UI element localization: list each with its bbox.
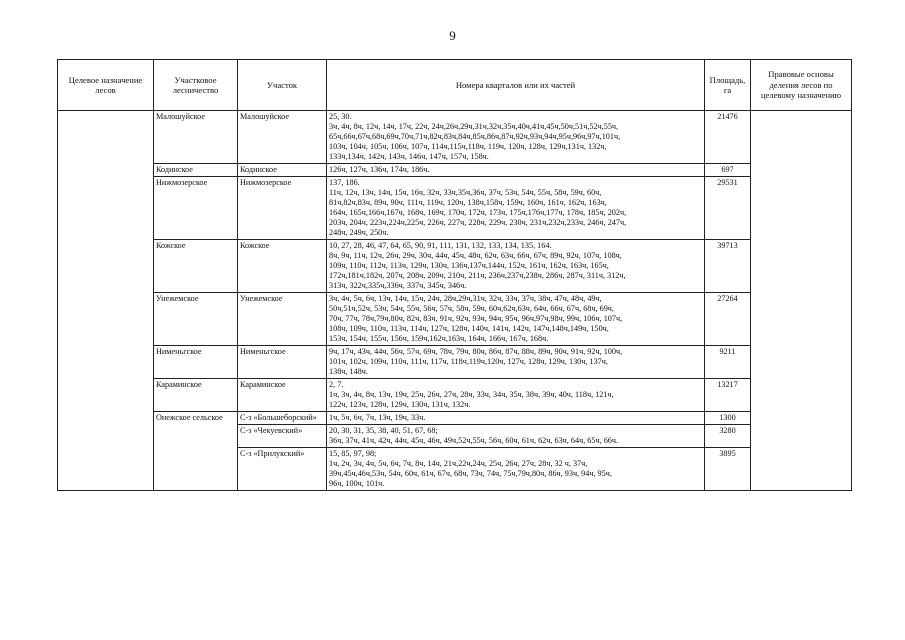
section-cell: С-з «Чекуевский» [238,425,327,448]
table-row [58,111,852,164]
quarters-line: 3ч, 4ч, 5ч, 6ч, 13ч, 14ч, 15ч, 24ч, 28ч,29ч,31ч, 32ч, 33ч, 37ч, 38ч, 47ч, 48ч, 49ч, [329,294,602,304]
table-row [58,177,852,240]
section-cell: Нижмозерское [238,177,327,240]
table-row [58,240,852,293]
quarters-line: 2, 7. [329,380,344,390]
forest-division-table [57,59,852,491]
forestry-cell: Кожское [154,240,238,293]
table-body [58,111,852,491]
quarters-line: 164ч, 165ч,166ч,167ч, 168ч, 169ч, 170ч, 172ч, 173ч, 175ч,176ч,177ч, 178ч, 185ч, 202ч, [329,208,627,218]
quarters-line: 70ч, 77ч, 78ч,79ч,80ч, 82ч, 83ч, 91ч, 92ч, 93ч, 94ч, 95ч, 96ч,97ч,98ч, 99ч, 106ч, 107ч, [329,314,623,324]
area-cell: 29531 [705,177,751,240]
quarters-line: 20, 30, 31, 35, 38, 40, 51, 67, 68; [329,426,438,436]
quarters-line: 137, 186. [329,178,360,188]
area-cell: 3895 [705,448,751,491]
header-area: Площадь, га [705,60,751,111]
quarters-line: 96ч, 100ч, 101ч. [329,479,385,489]
section-cell: Унежемское [238,293,327,346]
forestry-cell: Нижмозерское [154,177,238,240]
header-section: Участок [238,60,327,111]
area-cell: 697 [705,164,751,177]
area-cell: 13217 [705,379,751,412]
table-row [58,412,852,425]
forestry-cell: Малошуйское [154,111,238,164]
quarters-line: 153ч, 154ч, 155ч, 156ч, 159ч,162ч,163ч, 164ч, 166ч, 167ч, 168ч. [329,334,549,344]
table-header-row [58,60,852,111]
quarters-line: 133ч,134ч, 142ч, 143ч, 146ч, 147ч, 157ч, 158ч. [329,152,489,161]
quarters-line: 313ч, 322ч,335ч,336ч, 337ч, 345ч, 346ч. [329,281,467,291]
forestry-cell: Караминское [154,379,238,412]
section-cell: С-з «Прилукский» [238,448,327,491]
forestry-cell: Онежское сельское [154,412,238,491]
header-forestry: Участковое лесничество [154,60,238,111]
section-cell: Нименьгское [238,346,327,379]
quarters-line: 3ч, 4ч, 8ч, 12ч, 14ч, 17ч, 22ч, 24ч,26ч,29ч,31ч,32ч,35ч,40ч,41ч,45ч,50ч,51ч,52ч,55ч, [329,122,619,131]
forestry-cell: Кодинское [154,164,238,177]
table-row [58,379,852,412]
purpose-cell [58,111,154,491]
quarters-line: 138ч, 148ч. [329,367,368,377]
quarters-line: 39ч,45ч,46ч,53ч, 54ч, 60ч, 61ч, 67ч, 68ч, 73ч, 74ч, 75ч,79ч,80ч, 86ч, 93ч, 94ч, 95ч, [329,469,612,479]
table-row [58,346,852,379]
section-cell: С-з «Большеборский» [238,412,327,425]
quarters-line: 1ч, 3ч, 4ч, 8ч, 13ч, 19ч, 25ч, 26ч, 27ч, 28ч, 33ч, 34ч, 35ч, 38ч, 39ч, 40ч, 118ч, 121ч, [329,390,614,400]
section-cell: Кожское [238,240,327,293]
area-cell: 21476 [705,111,751,164]
quarters-cell [327,448,705,491]
legal-basis-cell [751,111,852,491]
header-purpose: Целевое назначение лесов [58,60,154,111]
forestry-cell: Унежемское [154,293,238,346]
quarters-line: 122ч, 123ч, 128ч, 129ч, 130ч, 131ч, 132ч. [329,400,471,410]
quarters-line: 25, 30. [329,112,352,121]
header-quarters: Номера кварталов или их частей [327,60,705,111]
quarters-line: 11ч, 12ч, 13ч, 14ч, 15ч, 16ч, 32ч, 33ч,35ч,36ч, 37ч, 53ч, 54ч, 55ч, 58ч, 59ч, 60ч, [329,188,602,198]
quarters-line: 15, 85, 97, 98; [329,449,377,459]
quarters-cell [327,379,705,412]
quarters-line: 8ч, 9ч, 11ч, 12ч, 26ч, 29ч, 30ч, 44ч, 45ч, 48ч, 62ч, 63ч, 66ч, 67ч, 89ч, 92ч, 107ч, 108ч, [329,251,622,261]
quarters-cell [327,177,705,240]
quarters-line: 50ч,51ч,52ч, 53ч, 54ч, 55ч, 56ч, 57ч, 58ч, 59ч, 60ч,62ч,63ч, 64ч, 66ч, 67ч, 68ч, 69ч, [329,304,614,314]
area-cell: 39713 [705,240,751,293]
quarters-line: 248ч, 249ч, 250ч. [329,228,389,238]
quarters-cell [327,346,705,379]
quarters-cell [327,164,705,177]
section-cell: Малошуйское [238,111,327,164]
header-legal: Правовые основы деления лесов по целевому назначению [751,60,852,111]
quarters-line: 103ч, 104ч, 105ч, 106ч, 107ч, 114ч,115ч,118ч, 119ч, 120ч, 128ч, 129ч,131ч, 132ч, [329,142,607,151]
quarters-cell [327,111,705,164]
area-cell: 3280 [705,425,751,448]
quarters-cell [327,425,705,448]
quarters-line: 101ч, 102ч, 109ч, 110ч, 111ч, 117ч, 118ч,119ч,120ч, 127ч, 128ч, 129ч, 130ч, 137ч, [329,357,608,367]
quarters-line: 81ч,82ч,83ч, 89ч, 90ч, 111ч, 119ч, 120ч, 138ч,158ч, 159ч, 160ч, 161ч, 162ч, 163ч, [329,198,607,208]
quarters-line: 36ч, 37ч, 41ч, 42ч, 44ч, 45ч, 46ч, 49ч,52ч,55ч, 56ч, 60ч, 61ч, 62ч, 63ч, 64ч, 65ч, 66ч. [329,436,619,446]
quarters-line: 203ч, 204ч, 223ч,224ч,225ч, 226ч, 227ч, 228ч, 229ч, 230ч, 231ч,232ч,233ч, 246ч, 247ч, [329,218,627,228]
quarters-line: 109ч, 110ч, 112ч, 113ч, 129ч, 130ч, 136ч,137ч,144ч, 152ч, 161ч, 162ч, 163ч, 165ч, [329,261,609,271]
quarters-cell [327,412,705,425]
quarters-line: 172ч,181ч,182ч, 207ч, 208ч, 209ч, 210ч, 211ч, 236ч,237ч,238ч, 286ч, 287ч, 311ч, 312ч, [329,271,626,281]
table-row [58,164,852,177]
quarters-line: 126ч, 127ч, 136ч, 174ч, 186ч. [329,165,430,174]
forestry-cell: Нименьгское [154,346,238,379]
table-row [58,293,852,346]
quarters-line: 65ч,66ч,67ч,68ч,69ч,70ч,71ч,82ч,83ч,84ч,85ч,86ч,87ч,92ч,93ч,94ч,95ч,96ч,97ч,101ч, [329,132,621,141]
quarters-line: 1ч, 5ч, 6ч, 7ч, 13ч, 19ч, 33ч. [329,413,426,423]
quarters-line: 10, 27, 28, 46, 47, 64, 65, 90, 91, 111, 131, 132, 133, 134, 135, 164. [329,241,552,251]
quarters-line: 1ч, 2ч, 3ч, 4ч, 5ч, 6ч, 7ч, 8ч, 14ч, 21ч,22ч,24ч, 25ч, 26ч, 27ч, 28ч, 32 ч, 37ч, [329,459,588,469]
area-cell: 27264 [705,293,751,346]
area-cell: 1300 [705,412,751,425]
area-cell: 9211 [705,346,751,379]
page-number: 9 [449,28,456,43]
section-cell: Кодинское [238,164,327,177]
quarters-line: 108ч, 109ч, 110ч, 113ч, 114ч, 127ч, 128ч, 140ч, 141ч, 142ч, 147ч,148ч,149ч, 150ч, [329,324,609,334]
quarters-line: 9ч, 17ч, 43ч, 44ч, 56ч, 57ч, 69ч, 78ч, 79ч, 80ч, 86ч, 87ч, 88ч, 89ч, 90ч, 91ч, 92ч, 100ч, [329,347,623,357]
quarters-cell [327,293,705,346]
quarters-cell [327,240,705,293]
section-cell: Караминское [238,379,327,412]
